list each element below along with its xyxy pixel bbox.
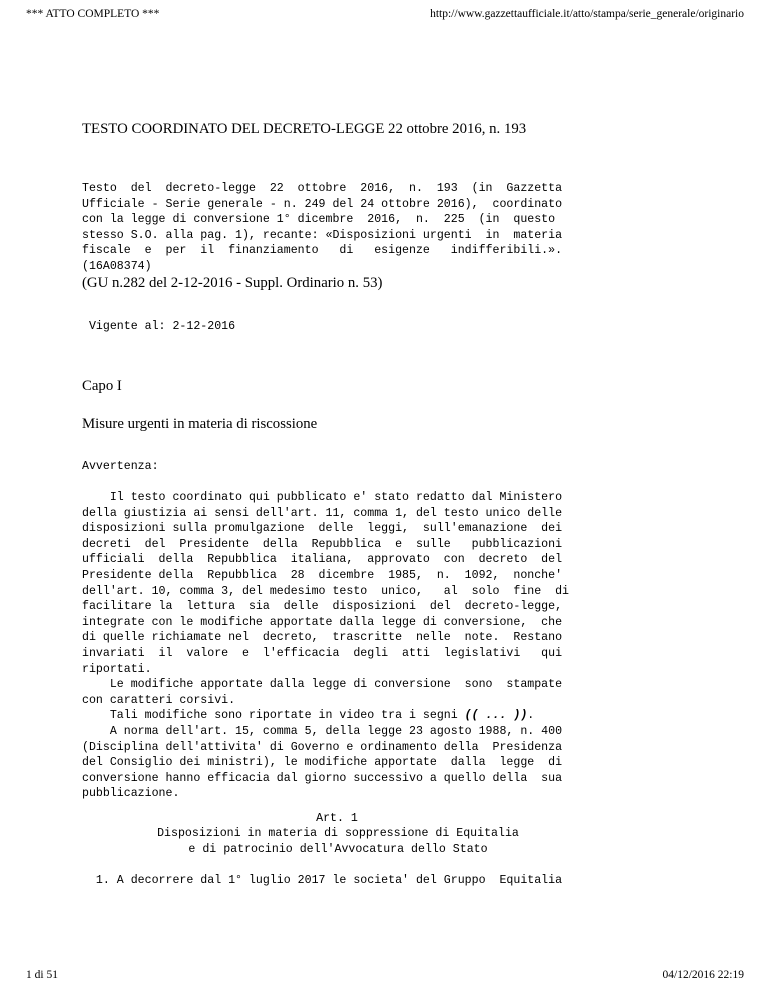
modification-marker: (( ... )) [464,709,528,723]
chapter-heading: Capo I [82,378,122,394]
vigente-date: Vigente al: 2-12-2016 [82,320,236,333]
avvertenza-block [82,490,569,802]
article-title-line-2: e di patrocinio dell'Avvocatura dello Stato [188,843,488,856]
document-title: TESTO COORDINATO DEL DECRETO-LEGGE 22 ottobre 2016, n. 193 [82,121,527,137]
avvertenza-body-2: A norma dell'art. 15, comma 5, della legge 23 agosto 1988, n. 400 (Disciplina dell'attivita' di Governo e ordinamento della Presidenza del Consiglio dei ministri), le modifiche apportate dalla legge di conversione hanno efficacia dal giorno successivo a quello della sua pubblicazione. [82,724,563,801]
header-url: http://www.gazzettaufficiale.it/atto/stampa/serie_generale/originario [430,8,744,20]
tali-suffix: . [527,709,535,723]
article-title-line-1: Disposizioni in materia di soppressione di Equitalia [157,827,519,840]
tali-prefix: Tali modifiche sono riportate in video tra i segni [82,709,465,723]
article-comma-1: 1. A decorrere dal 1° luglio 2017 le societa' del Gruppo Equitalia [82,874,563,887]
gazzetta-reference: (GU n.282 del 2-12-2016 - Suppl. Ordinario n. 53) [82,275,383,291]
header-label: *** ATTO COMPLETO *** [26,8,160,20]
intro-text: Testo del decreto-legge 22 ottobre 2016, n. 193 (in Gazzetta Ufficiale - Serie generale - n. 249 del 24 ottobre 2016), coordinato con la legge di conversione 1° dicembre 2016, n. 225 (in questo stesso S.O. alla pag. 1), recante: «Disposizioni urgenti in materia fiscale e per il finanziamento di esigenze indifferibili.». (16A08374) [82,182,563,273]
avvertenza-label: Avvertenza: [82,460,159,473]
article-label: Art. 1 [316,812,358,825]
print-datetime: 04/12/2016 22:19 [662,969,744,981]
avvertenza-body: Il testo coordinato qui pubblicato e' stato redatto dal Ministero della giustizia ai sensi dell'art. 11, comma 1, del testo unico delle disposizioni sulla promulgazione delle leggi, sull'emanazione dei decreti del Presidente della Repubblica e sulle pubblicazioni ufficiali della Repubblica italiana, approvato con decreto del Presidente della Repubblica 28 dicembre 1985, n. 1092, nonche' dell'art. 10, comma 3, del medesimo testo unico, al solo fine di facilitare la lettura sia delle disposizioni del decreto-legge, integrate con le modifiche apportate dalla legge di conversione, che di quelle richiamate nel decreto, trascritte nelle note. Restano invariati il valore e l'efficacia degli atti legislativi qui riportati. Le modifiche apportate dalla legge di conversione sono stampate con caratteri corsivi. [82,491,570,707]
page-number: 1 di 51 [26,969,58,981]
chapter-title: Misure urgenti in materia di riscossione [82,416,318,432]
